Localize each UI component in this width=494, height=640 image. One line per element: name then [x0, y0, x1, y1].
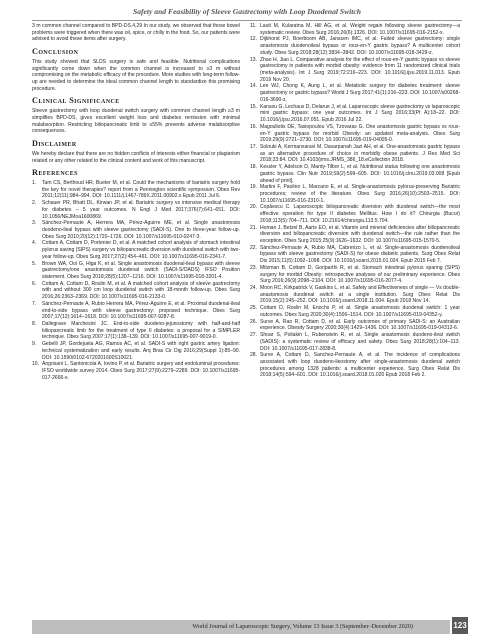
reference-item — [250, 184, 460, 204]
reference-text: Surve A, Cottam D, Sanchez-Pernaute A, et al. The incidence of complications associated with loop duodeno-ileostomy after single-anastomosis duodenal switch procedures among 1328 patients: a multicenter experience. Surg Obes Relat Dis 2018;14(5):594–601. DOI: 10.1016/j.soard.2018.01.020 Epub 2018 Feb 2. — [260, 352, 460, 379]
reference-item — [250, 83, 460, 103]
reference-text: Dallegrave Marchesini JC. End-to-side duodeno-jejunostomy with half-and-half biliopancreatic limb for the treatment of type II diabetes: a proposal for a SIMPLER technique. Obes Surg 2007;17(1):138–139. DOI: 10.1007/s11695-007-9019-0. — [42, 321, 240, 341]
reference-item — [32, 240, 240, 260]
reference-text: Angrisani L, Santonicola A, Iovino P, et al. Bariatric surgery and endoluminal procedures: IFSO worldwide survey 2014. Obes Surg 2017;27(9):2279–2289. DOI: 10.1007/s11695-017-2666-x. — [42, 361, 240, 381]
reference-number: 9. — [32, 341, 37, 348]
reference-number: 10. — [32, 361, 40, 368]
reference-text: Lauti M, Kularatna M, Hill AG, et al. Weight regain following sleeve gastrectomy—a systematic review. Obes Surg 2016;26(6):1326. DOI: 10.1007/s11695-016-2152-x. — [260, 23, 460, 36]
reference-text: Solouki A, Kermansaravi M, Davarpanah Jazi AH, et al. One-anastomosis gastric bypass as an alternative procedure of choice in morbidly obese patients. J Res Med Sci 2018;23:84. DOI: 10.4103/jrms.JRMS_386_18.eCollection 2018. — [260, 143, 460, 164]
disclaimer-text: We hereby declare that there are no hidden conflicts of interests either financial or plagiarism related or any other related to the clinical content and work of this manuscript. — [32, 150, 240, 164]
reference-number: 25. — [250, 305, 258, 312]
reference-text: Kessler Y, Adelson D, Mardy-Tilbor L, et al. Nutritional status following one anastomosis gastric bypass. Clin Nutr 2019;S9(2):599–605. DOI: 10.1016/j.clnu.2019.03.008 [Epub ahead of print]. — [260, 164, 460, 184]
reference-item — [250, 332, 460, 352]
reference-number: 28. — [250, 352, 258, 359]
intro-paragraph: 3 m common channel compared to BPD-DS.4,29 In our study, we observed that those bowel problems were triggered when there was oil, spice, or chilly in the food. So, our patients were advised to avoid these items after surgery. — [32, 23, 240, 43]
reference-item — [250, 23, 460, 36]
reference-text: Sánchez-Pernaute A, Rubio Herrera MA, Pérez-Aguirre E, et al. Proximal duodenal-ileal end-to-side bypass with sleeve gastrectomy: proposed technique. Obes Surg 2007;17(12):1614–1618. DOI: 10.1007/s11695-007-9287-8. — [42, 300, 240, 321]
reference-number: 27. — [250, 332, 258, 339]
reference-item — [32, 361, 240, 381]
reference-item — [32, 301, 240, 321]
reference-list-left — [32, 180, 240, 382]
left-column — [32, 23, 240, 382]
reference-text: Schauer PR, Bhatt DL, Kirwan JP, et al. Bariatric surgery vs intensive medical therapy for diabetes – 5 year outcomes. N Engl J Med 2017;376(7):641–651. DOI: 10.1056/NEJMoa1600869. — [42, 200, 240, 220]
reference-text: Copăescu C. Laparoscopic biliopancreatic diversion with duodenal switch—the most effective operation for type II diabetes Mellitus. How I do it? Chirurgia (Bucur) 2018;113(5):704–711. DOI: 10.21614/chirurgia.113.5.704. — [260, 204, 460, 224]
reference-number: 21. — [250, 224, 258, 231]
reference-number: 6. — [32, 280, 37, 287]
reference-item — [250, 352, 460, 379]
reference-text: Surve A, Rao R, Cottam D, et al. Early outcomes of primary SADI-S: an Australian experience. Obesity Surgery 2020;30(4):1429–1436. DOI: 10.1007/s11695-019-04312-6. — [260, 318, 460, 332]
reference-number: 1. — [32, 179, 37, 186]
right-column — [250, 23, 460, 379]
reference-number: 17. — [250, 143, 258, 150]
reference-text: Kansou G, Lechaux D, Delarue J, et al. Laparoscopic sleeve gastrectomy vs laparoscopic mini gastric bypass: one year outcomes. Int J Surg 2016;33(Pt A):18–22. DOI: 10.1016/j.ijsu.2016.07.051. Epub 2016 Jul 22. — [260, 103, 461, 124]
page-number: 123 — [452, 617, 468, 634]
clinical-significance-text: Sleeve gastrectomy with loop duodenal switch surgery with common channel length ≥3 m simplifies BPD-DS, gives excellent weight loss and diabetes remission with minimal malabsorption. Restricting biliopancreatic limb to ≤55% prevents adverse malabsorptive consequences. — [32, 108, 240, 135]
reference-item — [32, 200, 240, 220]
conclusion-text: This study showed that SLDS surgery is safe and feasible. Nutritional complications significantly come down when the common channel is increased to ≥3 m without compromising on the metabolic efficacy of the procedure. More studies with long-term follow-up are needed to determine the ideal common channel length to standardize this promising procedure. — [32, 58, 240, 92]
reference-text: Moon RC, Kirkpatrick V, Gaskins L, et al. Safety and Effectiveness of single — Vs double-anastomosis duodenal switch at a single institution. Surg Obes Relat Dis 2019;15(2):245–252. DOI: 10.1016/j.soard.2018.11.004. Epub 2018 Nov 14. — [260, 285, 461, 305]
reference-number: 22. — [250, 244, 258, 251]
header-rule — [32, 20, 462, 21]
reference-number: 19. — [250, 184, 258, 191]
reference-item — [250, 285, 460, 305]
reference-number: 2. — [32, 200, 37, 207]
reference-number: 3. — [32, 220, 37, 227]
reference-text: Magouliotis DE, Tasiopoulou VS, Tzovaras G. One anastomosis gastric bypass vs roux-en-Y gastric bypass for morbid Obesity: an updated meta-analysis. Obes Surg 2019;29(9):2721–2730. DOI: 10.1007/s11695-019-04005-0. — [260, 123, 460, 144]
reference-number: 7. — [32, 300, 37, 307]
reference-number: 4. — [32, 240, 37, 247]
reference-number: 13. — [250, 56, 258, 63]
reference-text: Martini F, Paolino L, Marzano E, et al. Single-anastomosis pylorus-preserving Bariatric procedures; review of the literature. Obes Surg 2016;26(10):2503–2515. DOI: 10.1007/s11695-016-2310-1. — [260, 184, 460, 204]
reference-item — [250, 57, 460, 84]
reference-number: 26. — [250, 318, 258, 325]
reference-number: 5. — [32, 260, 37, 267]
reference-text: Cottam A, Cottam D, Roslin M, et al. A matched cohort analysis of sleeve gastrectomy with and without 300 cm loop duodenal switch with 18-month follow-up. Obes Surg 2016;26:2363–2369. DOI: 10.1007/s11695-016-2133-0. — [42, 280, 240, 301]
reference-item — [250, 104, 460, 124]
reference-item — [32, 341, 240, 361]
reference-text: Brown WA, Ooi G, Higa K, et al. Single anastomosis duodenal-ileal bypass with sleeve gastrectomy/one anastomosis duodenal switch (SADI-S/OADS) IFSO Position statement. Obes Surg 2018;28(5):1207–1216. DOI: 10.1007/s11695-018-3201-4. — [42, 260, 240, 280]
reference-number: 16. — [250, 123, 258, 130]
reference-text: Homan J, Betzel B, Aarts EO, et al. Vitamin and mineral deficiencies after biliopancreatic diversion and biliopancreatic diversion with duodenal switch—the rule rather than the exception. Obes Surg 2015;25(9):1626–1632. DOI: 10.1007/s11695-015-1570-5. — [260, 224, 460, 244]
reference-list-right — [250, 23, 460, 379]
reference-item — [250, 319, 460, 332]
reference-number: 11. — [250, 23, 257, 29]
reference-item — [250, 164, 460, 184]
disclaimer-heading: Disclaimer — [32, 139, 77, 149]
reference-item — [250, 124, 460, 144]
reference-number: 24. — [250, 285, 258, 292]
reference-text: Tam CS, Berthoud HR, Bueter M, et al. Could the mechanisms of bariatric surgery hold the key for novel therapies? report from a Pennington scientific symposium. Obes Rev 2011;12(11):984–994. DOI: 10.1111/j.1467-789X.2011.00902.x Epub 2011 Jul 6. — [42, 179, 240, 200]
references-heading: References — [32, 168, 78, 178]
reference-item — [250, 305, 460, 318]
reference-item — [250, 36, 460, 56]
reference-text: Gebelli JP, Gordejuela AG, Ramos AC, et al. SADI-S with right gastric artery ligation: technical systematization and early results. Arq Bras Cir Dig 2016;29(Suppl 1):85–90. DOI: 10.1590/0102-6720201600S10021. — [42, 341, 240, 361]
reference-item — [32, 220, 240, 240]
reference-text: Sánchez-Pernaute A, Herrera MA, Pérez-Aguirre ME, et al. Single anastomosis duodeno-ileal bypass with sleeve gastrectomy (SADI-S). One to three-year follow-up. Obes Surg 2010;20(12):1720–1726. DOI: 10.1007/s11695-010-0247-3. — [42, 220, 240, 240]
reference-item — [250, 225, 460, 245]
reference-text: Lee WJ, Chong K, Aung L, et al. Metabolic surgery for diabetes treatment: sleeve gastrectomy or gastric bypass? World J Surg 2017;41(1):216–223. DOI: 10.1007/s00268-016-3690-z. — [260, 83, 460, 103]
reference-number: 14. — [250, 83, 258, 90]
running-header: Safety and Feasibility of Sleeve Gastrectomy with Loop Duodenal Switch — [132, 7, 361, 16]
reference-text: Zhao H, Jiao L. Comparative analysis for the effect of roux-en-Y gastric bypass vs sleeve gastrectomy in patients with morbid obesity: evidence from 11 randomized clinical trials (meta-analysis). Int J Surg 2019;72:216–223. DOI: 10.1016/j.ijsu.2019.11.013. Epub 2019 Nov 20. — [260, 56, 460, 83]
reference-item — [32, 281, 240, 301]
reference-item — [32, 261, 240, 281]
reference-item — [32, 180, 240, 200]
reference-item — [250, 144, 460, 164]
reference-item — [32, 321, 240, 341]
reference-item — [250, 204, 460, 224]
conclusion-heading: Conclusion — [32, 47, 79, 57]
reference-text: Mitzman B, Cottam D, Goriparthi R, et al. Stomach intestinal pylorus sparing (SIPS) surgery for morbid Obesity: retrospective analyses of our preliminary experience. Obes Surg 2016;26(9):2098–2104. DOI: 10.1007/s11695-016-2077-4. — [260, 264, 460, 285]
reference-number: 15. — [250, 103, 258, 110]
reference-text: Cottam A, Cottam D, Portenier D, et al. A matched cohort analysis of stomach intestinal pylorus saving (SIPS) surgery vs biliopancreatic diversion with duodenal switch with two-year follow-up. Obes Surg 2017;27(2):454–461. DOI: 10.1007/s11695-016-2341-7. — [42, 240, 240, 260]
reference-item — [250, 245, 460, 265]
reference-text: Sánchez-Pernaute A, Rubio MÁ, Cabrerizo L, et al. Single-anastomosis duodenoileal bypass with sleeve gastrectomy (SADI-S) for obese diabetic patients. Surg Obes Relat Dis 2015;11(5):1092–1098. DOI: 10.1016/j.soard.2015.01.024. Epub 2015 Feb 7. — [260, 244, 460, 265]
reference-text: Shoar S, Poliakin L, Rubenstein R, et al. Single anastomosis duodeno-ileal switch (SADIS): a systematic review of efficacy and safety. Obes Surg 2018;28(1):104–113. DOI: 10.1007/s11695-017-2838-8. — [260, 332, 460, 352]
reference-text: Cottam D, Roslin M, Enochs P, et al. Single anastomosis duodenal switch: 1 year outcomes. Obes Surg 2020;30(4):1506–1514. DOI: 10.1007/s11695-019-04352-y. — [260, 305, 460, 318]
reference-item — [250, 265, 460, 285]
reference-number: 12. — [250, 36, 258, 43]
reference-number: 8. — [32, 321, 37, 328]
footer-journal: World Journal of Laparoscopic Surgery, Volume 13 Issue 3 (September–December 2020) — [192, 623, 413, 630]
reference-number: 18. — [250, 164, 258, 171]
clinical-significance-heading: Clinical Significance — [32, 96, 120, 106]
reference-number: 20. — [250, 204, 258, 211]
reference-text: Dijkhorst PJ, Boerboom AB, Janssen IMC, et al. Failed sleeve gastrectomy: single anastomosis duodenoileal bypass or roux-en-Y gastric bypass? A multicenter cohort study. Obes Surg 2018;28(12):3834–3842. DOI: 10.1007/s11695-018-3429-z. — [260, 36, 460, 56]
reference-number: 23. — [250, 264, 258, 271]
